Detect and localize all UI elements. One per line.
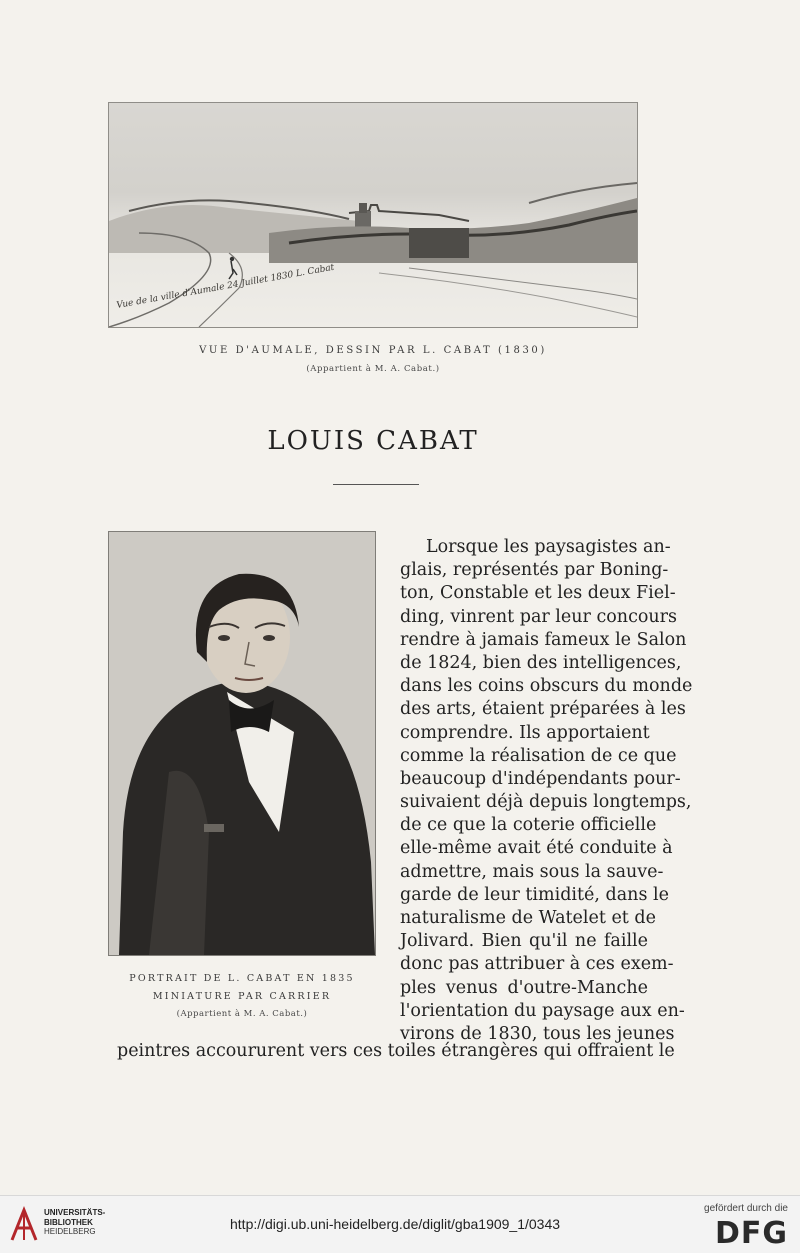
text-line: comprendre. Ils apportaient	[400, 722, 650, 743]
landscape-sketch-image	[109, 103, 637, 327]
permalink-url[interactable]: http://digi.ub.uni-heidelberg.de/diglit/gba1909_1/0343	[230, 1216, 561, 1232]
aumale-caption: VUE D'AUMALE, DESSIN PAR L. CABAT (1830)	[199, 345, 547, 356]
portrait-image	[109, 532, 375, 955]
text-line: dans les coins obscurs du monde	[400, 676, 693, 697]
university-library-logo-icon	[8, 1204, 40, 1244]
text-line: de 1824, bien des intelligences,	[400, 652, 682, 673]
text-line: ding, vinrent par leur concours	[400, 606, 678, 627]
dfg-logo: DFG	[714, 1216, 788, 1251]
text-line: naturalisme de Watelet et de	[400, 908, 656, 928]
text-line-full-width: peintres accoururent vers ces toiles étrangères qui offraient le	[117, 1041, 675, 1061]
text-line: rendre à jamais fameux le Salon	[400, 629, 687, 650]
text-line: beaucoup d'indépendants pour-	[400, 768, 681, 789]
article-title: LOUIS CABAT	[267, 426, 479, 456]
text-line: l'orientation du paysage aux en-	[400, 1000, 685, 1021]
text-line: suivaient déjà depuis longtemps,	[400, 792, 692, 813]
library-line3: HEIDELBERG	[44, 1227, 96, 1236]
text-line: des arts, étaient préparées à les	[400, 699, 686, 720]
text-line: ton, Constable et les deux Fiel-	[400, 583, 676, 604]
text-line: virons de 1830, tous les jeunes	[400, 1023, 675, 1044]
text-line: Lorsque les paysagistes an-	[426, 537, 671, 557]
text-line: donc pas attribuer à ces exem-	[400, 954, 674, 975]
viewer-footer	[0, 1195, 800, 1253]
aumale-drawing	[108, 102, 638, 328]
text-line: ples venus d'outre-Manche	[400, 977, 648, 998]
library-line1: UNIVERSITÄTS-	[44, 1208, 106, 1217]
text-line: admettre, mais sous la sauve-	[400, 861, 664, 882]
title-rule	[333, 484, 419, 485]
portrait-caption-line2: MINIATURE PAR CARRIER	[152, 991, 332, 1002]
text-line: Jolivard. Bien qu'il ne faille	[400, 931, 648, 952]
text-line: de ce que la coterie officielle	[400, 815, 657, 836]
library-line2: BIBLIOTHEK	[44, 1217, 93, 1227]
article-body	[400, 536, 693, 1046]
aumale-credit: (Appartient à M. A. Cabat.)	[306, 364, 440, 374]
funding-label: gefördert durch die	[704, 1203, 788, 1214]
text-line: elle-même avait été conduite à	[400, 838, 673, 859]
cabat-portrait	[108, 531, 376, 956]
text-line: comme la réalisation de ce que	[400, 745, 677, 766]
library-name	[44, 1208, 105, 1237]
drawing-inscription: Vue de la ville d'Aumale 24 Juillet 1830 L. Cabat	[115, 262, 336, 311]
portrait-caption-line1: PORTRAIT DE L. CABAT EN 1835	[129, 973, 355, 984]
text-line: garde de leur timidité, dans le	[400, 884, 669, 905]
portrait-credit: (Appartient à M. A. Cabat.)	[176, 1009, 308, 1019]
text-line: glais, représentés par Boning-	[400, 560, 669, 581]
